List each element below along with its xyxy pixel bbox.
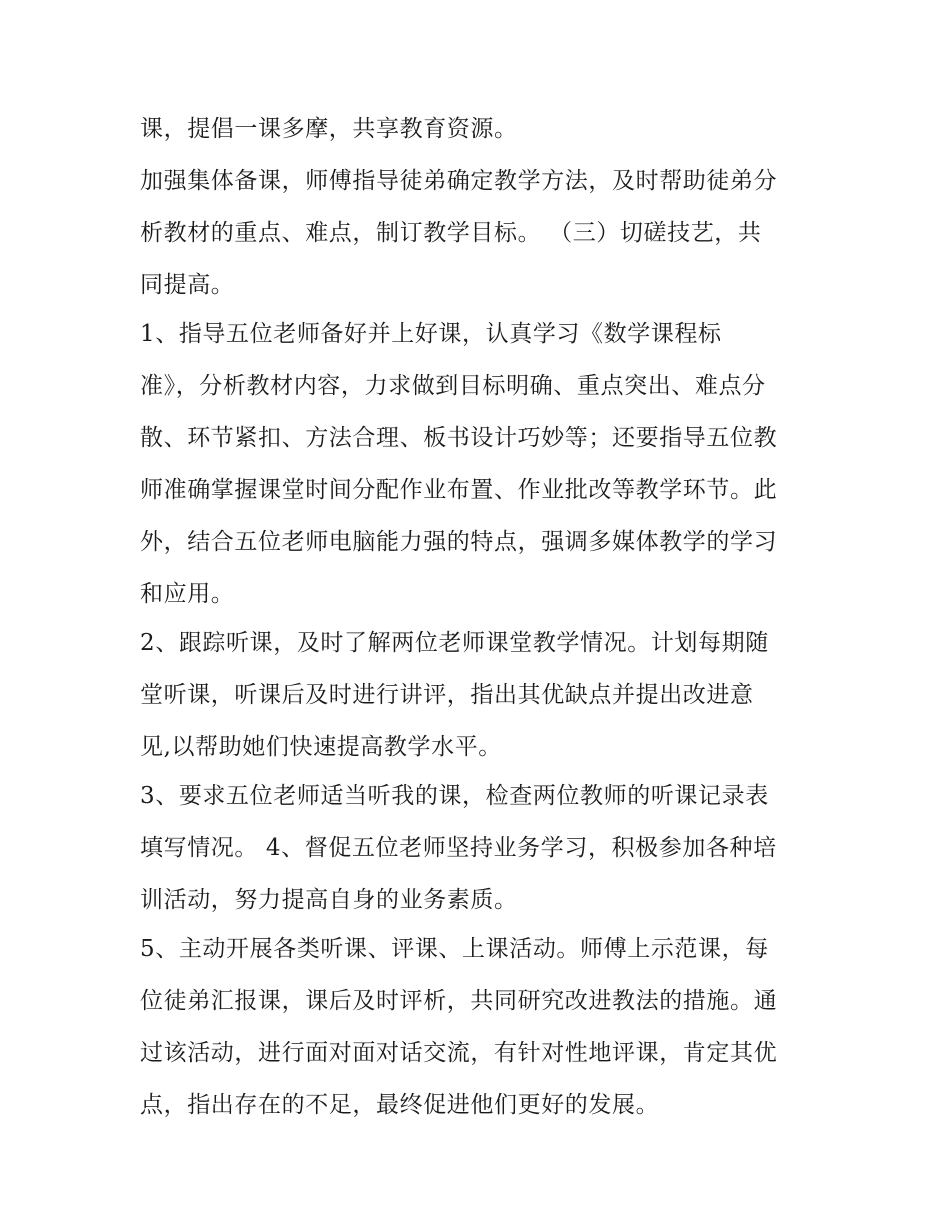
text-line: 5、主动开展各类听课、评课、上课活动。师傅上示范课，每 — [140, 936, 769, 962]
text-line: 填写情况。 4、督促五位老师坚持业务学习，积极参加各种培 — [140, 835, 777, 861]
text-line: 同提高。 — [140, 272, 235, 298]
text-line: 和应用。 — [140, 581, 235, 607]
text-line: 堂听课，听课后及时进行讲评，指出其优缺点并提出改进意 — [140, 682, 754, 708]
text-line: 散、环节紧扣、方法合理、板书设计巧妙等；还要指导五位教 — [140, 425, 778, 451]
text-line: 外，结合五位老师电脑能力强的特点，强调多媒体教学的学习 — [140, 529, 778, 555]
text-line: 3、要求五位老师适当听我的课，检查两位教师的听课记录表 — [140, 783, 769, 809]
text-line: 析教材的重点、难点，制订教学目标。 （三）切磋技艺，共 — [140, 220, 762, 246]
text-line: 训活动，努力提高自身的业务素质。 — [140, 887, 518, 913]
text-line: 师准确掌握课堂时间分配作业布置、作业批改等教学环节。此 — [140, 477, 778, 503]
text-line: 1、指导五位老师备好并上好课，认真学习《数学课程标 — [140, 321, 722, 347]
text-line: 2、跟踪听课，及时了解两位老师课堂教学情况。计划每期随 — [140, 630, 769, 656]
text-line: 点，指出存在的不足，最终促进他们更好的发展。 — [140, 1092, 660, 1118]
text-line: 见,以帮助她们快速提高教学水平。 — [140, 734, 502, 760]
text-line: 加强集体备课，师傅指导徒弟确定教学方法，及时帮助徒弟分 — [140, 168, 778, 194]
text-line: 准》，分析教材内容，力求做到目标明确、重点突出、难点分 — [140, 373, 766, 399]
text-line: 位徒弟汇报课，课后及时评析，共同研究改进教法的措施。通 — [140, 988, 778, 1014]
text-line: 课，提倡一课多摩，共享教育资源。 — [140, 116, 518, 142]
text-line: 过该活动，进行面对面对话交流，有针对性地评课，肯定其优 — [140, 1040, 778, 1066]
